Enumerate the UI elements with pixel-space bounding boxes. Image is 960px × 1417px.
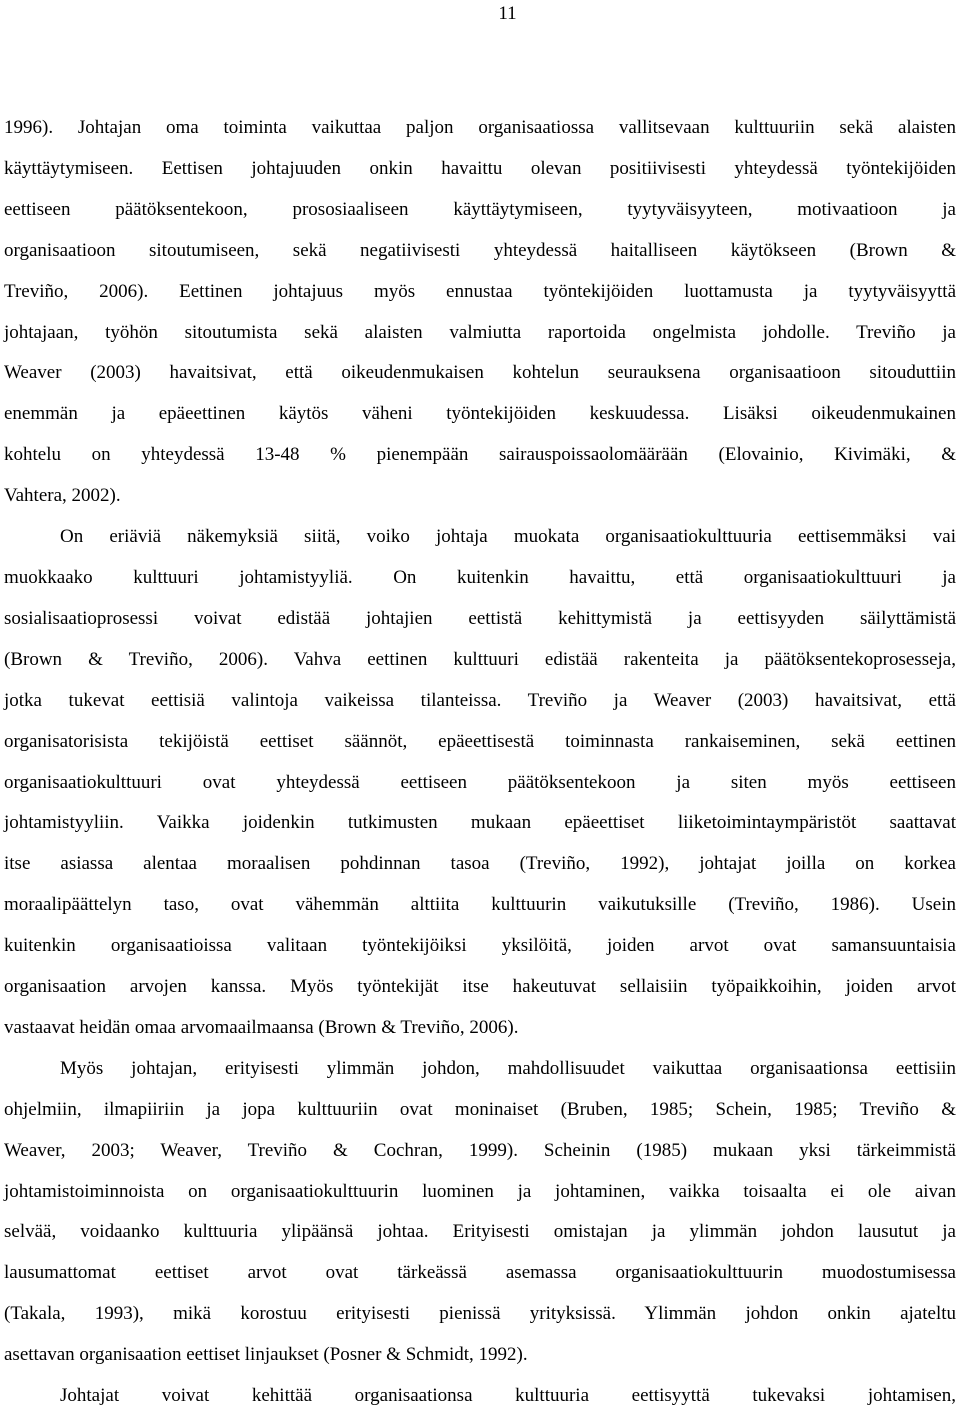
paragraph-1 (4, 108, 956, 517)
text-line: sosialisaatioprosessi voivat edistää johtajien eettistä kehittymistä ja eettisyyden säilyttämistä (4, 607, 956, 629)
text-line: lausumattomat eettiset arvot ovat tärkeässä asemassa organisaatiokulttuurin muodostumisessa (4, 1262, 956, 1284)
text-line: asettavan organisaation eettiset linjaukset (Posner & Schmidt, 1992). (4, 1344, 528, 1366)
text-line: organisaatiokulttuuri ovat yhteydessä eettiseen päätöksentekoon ja siten myös eettiseen (4, 771, 956, 793)
text-line: 1996). Johtajan oma toiminta vaikuttaa paljon organisaatiossa vallitsevaan kulttuuriin sekä alaisten (4, 117, 956, 138)
text-line: organisaation arvojen kanssa. Myös työntekijät itse hakeutuvat sellaisiin työpaikkoihin, joiden arvot (4, 976, 956, 998)
text-line: kuitenkin organisaatioissa valitaan työntekijöiksi yksilöitä, joiden arvot ovat samansuuntaisia (4, 935, 956, 957)
text-line: eettiseen päätöksentekoon, prososiaaliseen käyttäytymiseen, tyytyväisyyteen, motivaatioon ja (4, 198, 956, 220)
text-line: jotka tukevat eettisiä valintoja vaikeissa tilanteissa. Treviño ja Weaver (2003) havaitsivat, että (4, 689, 956, 711)
text-line: Weaver, 2003; Weaver, Treviño & Cochran, 1999). Scheinin (1985) mukaan yksi tärkeimmistä (4, 1139, 956, 1161)
text-line: On eriäviä näkemyksiä siitä, voiko johtaja muokata organisaatiokulttuuria eettisemmäksi vai (60, 526, 956, 548)
text-line: (Brown & Treviño, 2006). Vahva eettinen kulttuuri edistää rakenteita ja päätöksentekoprosesseja, (4, 648, 956, 670)
text-line: (Takala, 1993), mikä korostuu erityisesti pienissä yrityksissä. Ylimmän johdon onkin ajateltu (4, 1303, 956, 1325)
paragraph-2 (4, 517, 956, 1049)
page-number: 11 (498, 3, 517, 24)
text-line: enemmän ja epäeettinen käytös väheni työntekijöiden keskuudessa. Lisäksi oikeudenmukainen (4, 403, 956, 425)
paragraph-3 (4, 1049, 956, 1376)
body-text (4, 108, 956, 1417)
text-line: selvää, voidaanko kulttuuria ylipäänsä johtaa. Erityisesti omistajan ja ylimmän johdon lausutut ja (4, 1221, 956, 1243)
text-line: ohjelmiin, ilmapiiriin ja jopa kulttuuriin ovat moninaiset (Bruben, 1985; Schein, 1985; Treviño & (4, 1098, 956, 1120)
text-line: Myös johtajan, erityisesti ylimmän johdon, mahdollisuudet vaikuttaa organisaationsa eettisiin (60, 1057, 956, 1079)
text-line: organisaatioon sitoutumiseen, sekä negatiivisesti yhteydessä haitalliseen käytökseen (Brown & (4, 239, 956, 261)
text-line: itse asiassa alentaa moraalisen pohdinnan tasoa (Treviño, 1992), johtajat joilla on korkea (4, 853, 956, 875)
text-line: vastaavat heidän omaa arvomaailmaansa (Brown & Treviño, 2006). (4, 1016, 519, 1038)
text-line: Johtajat voivat kehittää organisaationsa kulttuuria eettisyyttä tukevaksi johtamisen, (60, 1385, 956, 1407)
text-line: Weaver (2003) havaitsivat, että oikeudenmukaisen kohtelun seurauksena organisaatioon sitouduttiin (4, 362, 956, 384)
text-line: käyttäytymiseen. Eettisen johtajuuden onkin havaittu olevan positiivisesti yhteydessä työntekijöiden (4, 157, 956, 179)
text-line: organisatorisista tekijöistä eettiset säännöt, epäeettisestä toiminnasta rankaiseminen, sekä eettinen (4, 730, 956, 752)
text-line: kohtelu on yhteydessä 13-48 % pienempään sairauspoissaolomäärään (Elovainio, Kivimäki, & (4, 444, 956, 466)
text-line: moraalipäättelyn taso, ovat vähemmän alttiita kulttuurin vaikutuksille (Treviño, 1986). Usein (4, 894, 956, 916)
text-line: Treviño, 2006). Eettinen johtajuus myös ennustaa työntekijöiden luottamusta ja tyytyväisyyttä (4, 280, 956, 302)
text-line: johtajaan, työhön sitoutumista sekä alaisten valmiutta raportoida ongelmista johdolle. Treviño ja (4, 321, 956, 343)
paragraph-4 (4, 1376, 956, 1417)
text-line: Vahtera, 2002). (4, 485, 121, 507)
text-line: johtamistoiminnoista on organisaatiokulttuurin luominen ja johtaminen, vaikka toisaalta ei ole aivan (4, 1180, 956, 1202)
text-line: johtamistyyliin. Vaikka joidenkin tutkimusten mukaan epäeettiset liiketoimintaympäristöt saattavat (4, 812, 956, 834)
text-line: muokkaako kulttuuri johtamistyyliä. On kuitenkin havaittu, että organisaatiokulttuuri ja (4, 566, 956, 588)
